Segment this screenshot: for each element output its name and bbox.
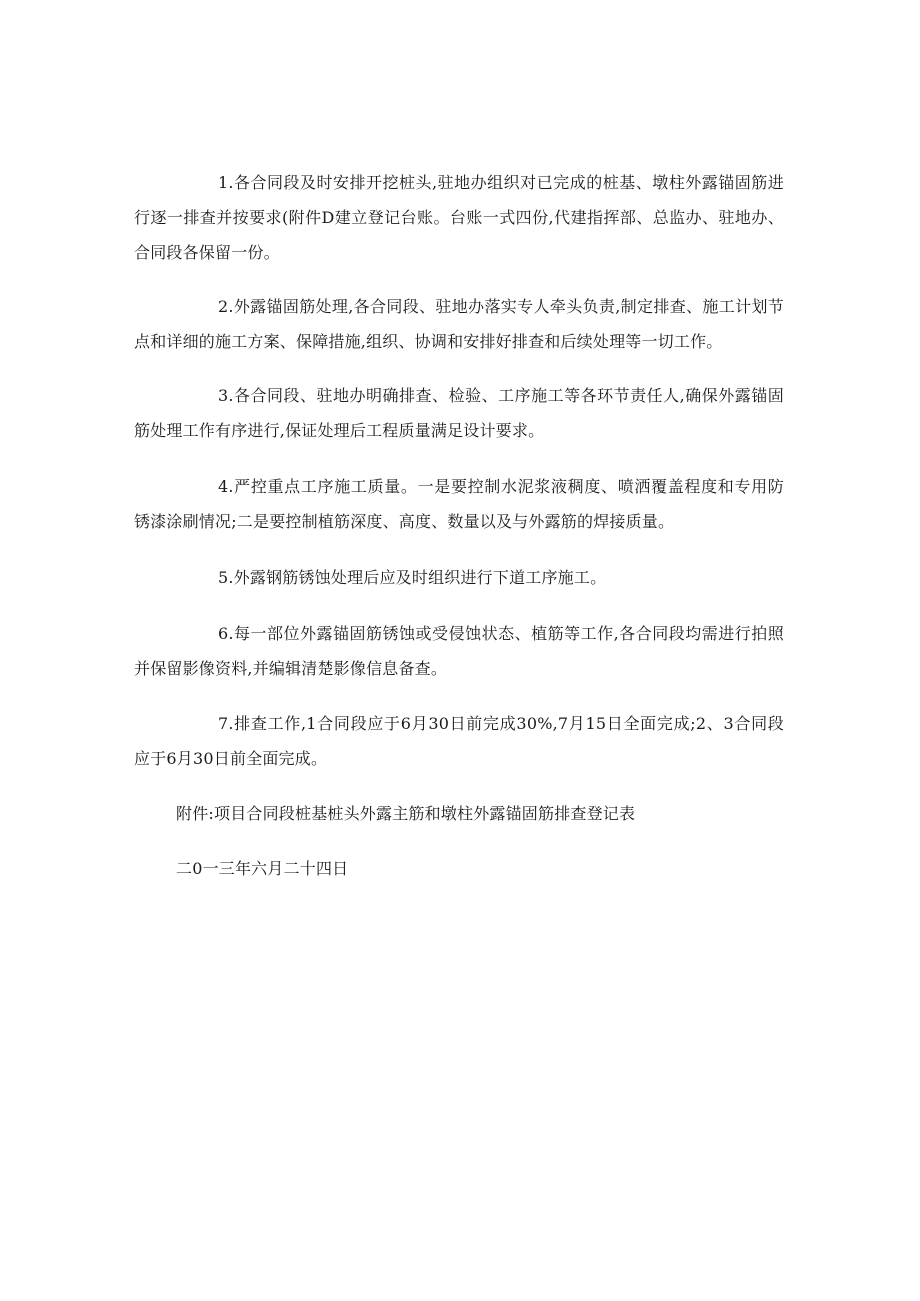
document-date: 二0一三年六月二十四日	[176, 859, 349, 878]
item-4-text: .严控重点工序施工质量。一是要控制水泥浆液稠度、喷洒覆盖程度和专用防锈漆涂刷情况;二是要控制植筋深度、高度、数量以及与外露筋的焊接质量。	[134, 477, 784, 531]
item-4-paragraph	[134, 469, 784, 539]
item-3-number: 3	[218, 386, 229, 405]
attachment-line: 附件:项目合同段桩基桩头外露主筋和墩柱外露锚固筋排查登记表	[176, 804, 636, 823]
item-2-number: 2	[218, 297, 229, 316]
item-5-paragraph	[134, 560, 784, 595]
item-7-paragraph	[134, 706, 784, 776]
item-6-text: .每一部位外露锚固筋锈蚀或受侵蚀状态、植筋等工作,各合同段均需进行拍照并保留影像资料,并编辑清楚影像信息备查。	[134, 624, 784, 678]
item-1-text: .各合同段及时安排开挖桩头,驻地办组织对已完成的桩基、墩柱外露锚固筋进行逐一排查并按要求(附件D建立登记台账。台账一式四份,代建指挥部、总监办、驻地办、合同段各保留一份。	[134, 173, 784, 262]
item-3-text: .各合同段、驻地办明确排查、检验、工序施工等各环节责任人,确保外露锚固筋处理工作有序进行,保证处理后工程质量满足设计要求。	[134, 386, 784, 440]
item-3-paragraph	[134, 378, 784, 448]
item-5-text: .外露钢筋锈蚀处理后应及时组织进行下道工序施工。	[228, 568, 607, 587]
item-6-number: 6	[218, 624, 229, 643]
item-7-number: 7	[218, 714, 229, 733]
item-5-number: 5	[218, 568, 229, 587]
item-1-number: 1	[218, 173, 229, 192]
item-1-paragraph	[134, 165, 784, 270]
item-7-text: .排查工作,1合同段应于6月30日前完成30%,7月15日全面完成;2、3合同段应于6月30日前全面完成。	[134, 714, 784, 768]
item-6-paragraph	[134, 616, 784, 686]
item-4-number: 4	[218, 477, 229, 496]
item-2-paragraph	[134, 289, 784, 359]
item-2-text: .外露锚固筋处理,各合同段、驻地办落实专人牵头负责,制定排查、施工计划节点和详细的施工方案、保障措施,组织、协调和安排好排查和后续处理等一切工作。	[134, 297, 784, 351]
